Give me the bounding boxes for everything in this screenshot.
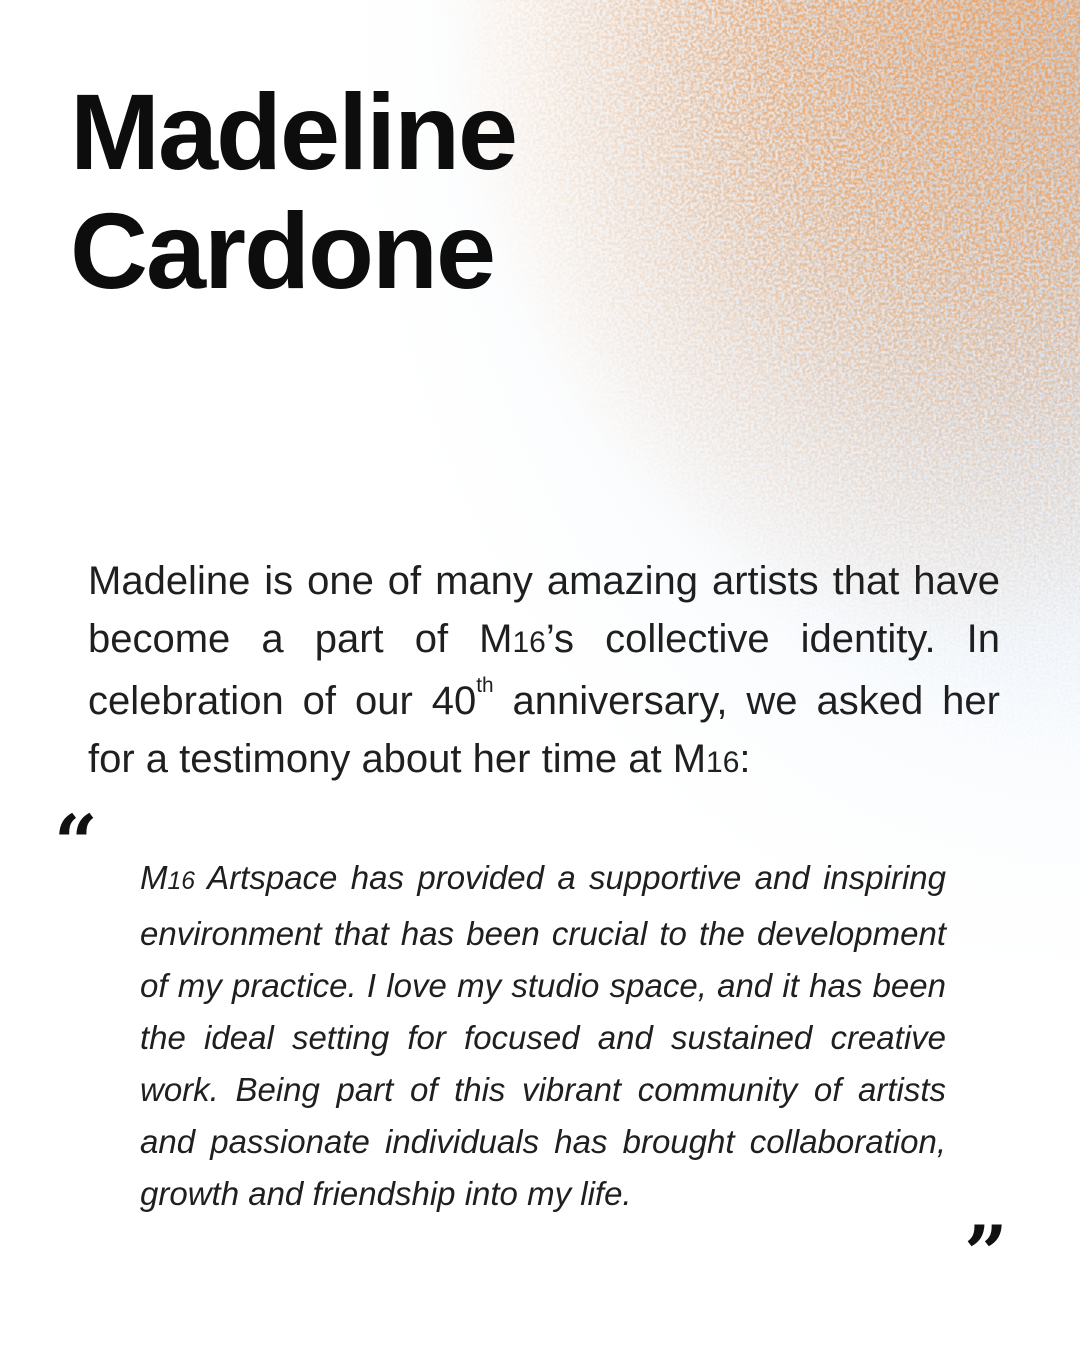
intro-text-segment: Madeline is one of many amazing artists that have become a part of M	[88, 559, 1000, 661]
title-line-1: Madeline	[70, 71, 517, 192]
ordinal-suffix: th	[476, 674, 494, 698]
intro-text-segment: :	[739, 737, 751, 781]
close-quote-icon: ”	[964, 1209, 1008, 1298]
quote-text-segment: M	[140, 859, 168, 896]
testimonial-quote	[140, 852, 946, 1220]
title-line-2: Cardone	[70, 190, 495, 311]
intro-paragraph	[88, 552, 1000, 792]
m16-digits: 16	[167, 868, 196, 895]
open-quote-icon: “	[54, 798, 98, 887]
quote-text-segment: Artspace has provided a supportive and inspiring environment that has been crucial to the development of my practice. I love my studio space, and it has been the ideal setting for focused and sustained creative work. Being part of this vibrant community of artists and passionate individuals has brought collaboration, growth and friendship into my life.	[140, 859, 946, 1212]
intro-text-segment: anniversary, we asked her for a testimony about her time at M	[88, 679, 1000, 781]
m16-digits: 16	[706, 746, 740, 779]
m16-digits: 16	[512, 626, 546, 659]
intro-text-segment: ’s collective identity. In celebration of our 40	[88, 617, 1000, 723]
page-title	[70, 72, 516, 310]
